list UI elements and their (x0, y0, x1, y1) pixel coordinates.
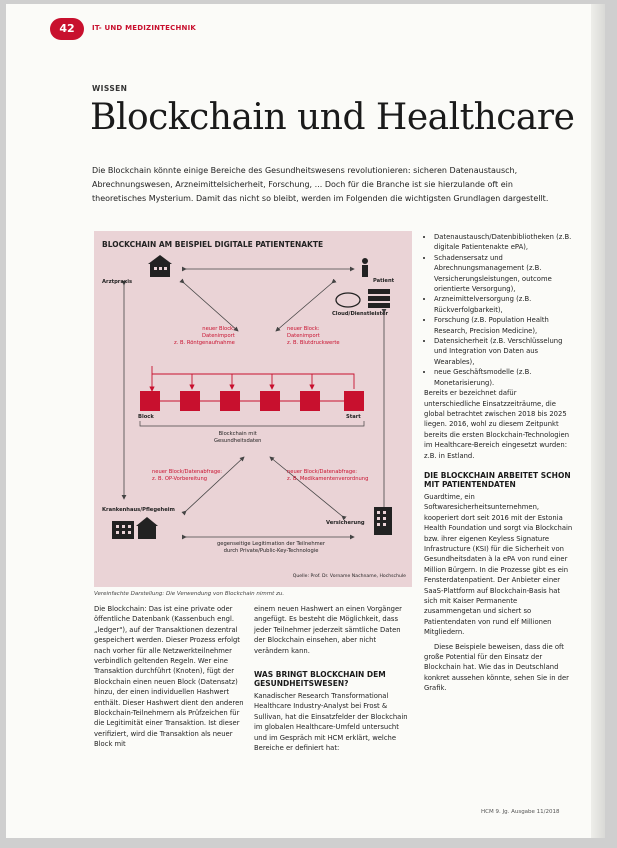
label-cloud: Cloud/Dienstleister (332, 311, 389, 317)
label-text: z. B. OP-Vorbereitung (152, 476, 208, 482)
article-title: Blockchain und Healthcare (90, 97, 575, 138)
chain-block (260, 391, 280, 411)
blockchain-blocks (140, 391, 364, 411)
chain-block (180, 391, 200, 411)
body-paragraph: Diese Beispiele beweisen, dass die oft große Potential für den Einsatz der Blockchain hat. Wie das in Deutschland konkret aussehen könnte, sehen Sie in der Grafik. (424, 642, 569, 693)
chain-block (140, 391, 160, 411)
application-list (424, 232, 574, 388)
label-new-block-left (174, 326, 235, 347)
label-text: neuer Block/Datenabfrage: (287, 469, 358, 475)
body-column-3 (424, 232, 574, 694)
blockchain-figure (94, 231, 412, 587)
section-heading: DIE BLOCKCHAIN ARBEITET SCHON MIT PATIENTENDATEN (424, 470, 571, 489)
body-paragraph: einem neuen Hashwert an einen Vorgänger angefügt. Es besteht die Möglichkeit, dass jeder Teilnehmer jederzeit sämtliche Daten der Blockchain einsehen, aber nicht verändern kann. (254, 605, 402, 655)
list-item: • Forschung (z.B. Population Health Research, Precision Medicine), (434, 315, 574, 336)
patient-icon (362, 258, 368, 277)
label-text: z. B. Blutdruckwerte (287, 340, 340, 346)
section-label: IT- UND MEDIZINTECHNIK (92, 24, 197, 32)
page-spine (591, 4, 605, 838)
label-new-block-right (287, 326, 340, 347)
section-heading: WAS BRINGT BLOCKCHAIN DEM GESUNDHEITSWESEN? (254, 670, 386, 689)
chain-block (220, 391, 240, 411)
body-paragraph: Guardtime, ein Softwaresicherheitsunternehmen, kooperiert dort seit 2016 mit der Estonia Health Foundation und sorgt via Blockchain bzw. ihrer eigenen Keyless Signature Infrastructure (KSI) für die Sicherheit von Gesundheitsdaten à la ePA von rund einer Million Bürgern. In die Prozesse gibt es ein Fensterdatenpatient. Der Anbieter einer SaaS-Plattform auf Blockchain-Basis hat sich mit Kaiser Permanente zusammengetan und sichert so Patientendaten von rund elf Millionen Mitgliedern. (424, 492, 573, 637)
body-column-2 (254, 604, 412, 753)
label-text: Gesundheitsdaten (214, 438, 262, 444)
server-icon (368, 289, 390, 308)
magazine-page (6, 4, 605, 838)
label-text: Datenimport (287, 333, 320, 339)
label-start: Start (346, 414, 361, 420)
label-query-left (152, 469, 222, 483)
page-footer: HCM 9. Jg. Ausgabe 11/2018 (481, 809, 560, 815)
label-query-right (287, 469, 368, 483)
label-blockchain (214, 431, 261, 445)
list-item: • Datenaustausch/Datenbibliotheken (z.B. digitale Patientenakte ePA), (434, 232, 574, 253)
label-versicherung: Versicherung (326, 520, 365, 526)
figure-diagram (94, 231, 412, 587)
label-patient: Patient (373, 278, 395, 284)
body-paragraph: Kanadischer Research Transformational Healthcare Industry-Analyst bei Frost & Sullivan, hat die Einsatzfelder der Blockchain im globalen Healthcare-Umfeld untersucht und im Gespräch mit HCM erklärt, welche Bereiche er definiert hat: (254, 692, 408, 753)
list-item: • Schadensersatz und Abrechnungsmanagement (z.B. Versicherungsleistungen, outcome orientierte Versorgung), (434, 253, 574, 295)
chain-block (344, 391, 364, 411)
label-krankenhaus: Krankenhaus/Pflegeheim (102, 507, 175, 513)
body-column-1 (94, 604, 246, 750)
lead-paragraph: Die Blockchain könnte einige Bereiche des Gesundheitswesens revolutionieren: sicheren Datenaustausch, Abrechnungswesen, Arzneimittelsicherheit, Forschung, ... Doch für die Branche ist sie hierzulande oft ein theoretisches Mysterium. Damit das nicht so bleibt, werden im Folgenden die wichtigsten Grundlagen dargestellt. (92, 166, 549, 203)
body-paragraph: Bereits er bezeichnet dafür unterschiedliche Einsatzzeiträume, die global betrachtet zwischen 2018 bis 2025 liegen. 2016, wohl zu diesem Zeitpunkt bereits die ersten Blockchain-Technologien im Healthcare-Bereich eingesetzt wurden: z.B. in Estland. (424, 389, 570, 460)
label-text: Datenimport (201, 333, 235, 339)
label-text: neuer Block: (202, 326, 235, 332)
kicker: WISSEN (92, 84, 128, 93)
cloud-icon (336, 293, 360, 307)
label-text: neuer Block/Datenabfrage: (152, 469, 223, 475)
figure-title: BLOCKCHAIN AM BEISPIEL DIGITALE PATIENTENAKTE (102, 240, 324, 249)
figure-caption: Vereinfachte Darstellung: Die Verwendung von Blockchain nimmt zu. (94, 591, 285, 597)
doctor-office-icon (148, 255, 172, 277)
building-icon (374, 507, 392, 535)
hospital-icon (112, 517, 158, 539)
label-arztpraxis: Arztpraxis (102, 279, 133, 285)
list-item: • Datensicherheit (z.B. Verschlüsselung und Integration von Daten aus Wearables), (434, 336, 574, 367)
label-text: z. B. Medikamentenverordnung (287, 476, 369, 482)
label-text: durch Private/Public-Key-Technologie (223, 548, 319, 554)
label-key-legitimation (186, 541, 356, 555)
list-item: • Arzneimittelversorgung (z.B. Rückverfolgbarkeit), (434, 294, 574, 315)
label-text: gegenseitige Legitimation der Teilnehmer (217, 541, 325, 547)
label-text: z. B. Röntgenaufnahme (174, 340, 235, 346)
label-text: Blockchain mit (218, 431, 257, 437)
page-number-badge: 42 (50, 18, 84, 40)
label-block: Block (138, 414, 154, 420)
figure-source: Quelle: Prof. Dr. Vorname Nachname, Hochschule (292, 574, 406, 579)
list-item: • neue Geschäftsmodelle (z.B. Monetarisierung). (434, 367, 574, 388)
body-paragraph: Die Blockchain: Das ist eine private oder öffentliche Datenbank (Kassenbuch engl. „ledger"), auf der Transaktionen dezentral gespeichert werden. Dieser Prozess erfolgt nach vorher für alle Netzwerkteilnehmer verbindlich geltenden Regeln. Wer eine Transaktion durchführt (Knoten), fügt der Blockchain einen neuen Block (Datensatz) hinzu, der einen individuellen Hashwert enthält. Dieser Hashwert dient den anderen Blockchain-Teilnehmern als Prüfzeichen für die Legitimität einer Transaktion. Ist dieser verifiziert, wird die Transaktion als neuer Block mit (94, 605, 244, 749)
chain-block (300, 391, 320, 411)
label-text: neuer Block: (287, 326, 320, 332)
